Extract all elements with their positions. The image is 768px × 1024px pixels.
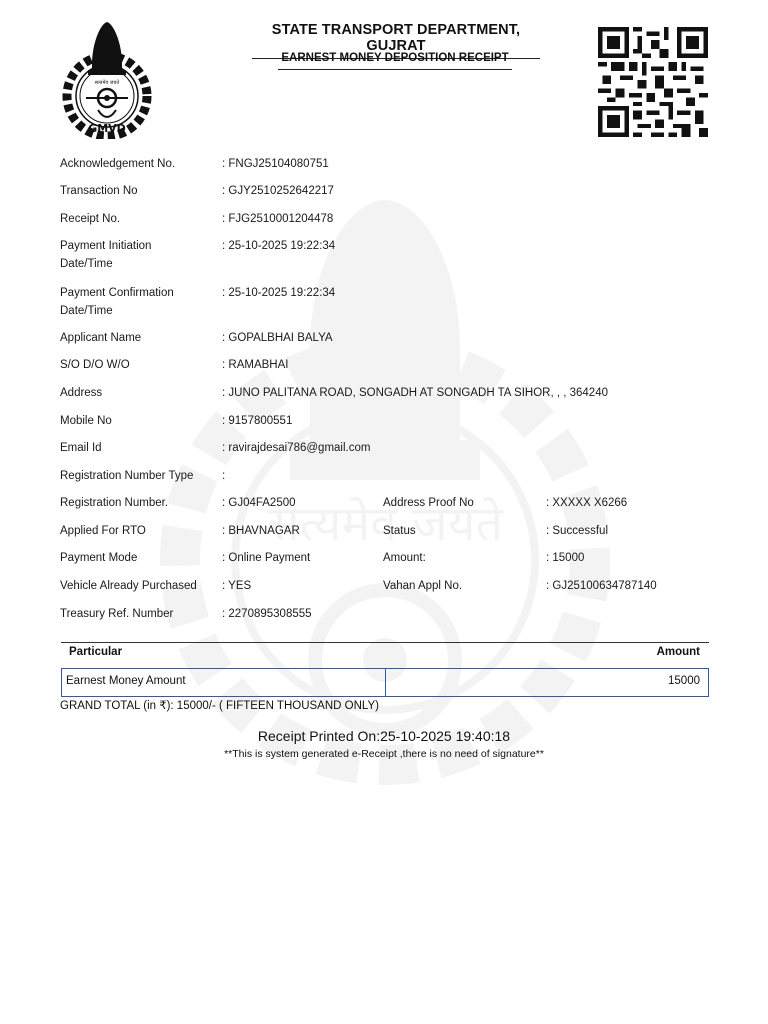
pay-init-value: : 25-10-2025 19:22:34 xyxy=(222,240,336,252)
vehicle-purchased-value: : YES xyxy=(222,580,252,592)
table-cell-particular: Earnest Money Amount xyxy=(62,669,386,696)
pay-conf-label: Payment Confirmation Date/Time xyxy=(60,287,174,317)
address-proof-value: : XXXXX X6266 xyxy=(546,497,628,509)
ack-value: : FNGJ25104080751 xyxy=(222,158,329,170)
table-header-amount: Amount xyxy=(656,646,700,658)
applicant-label: Applicant Name xyxy=(60,332,142,344)
reg-type-value: : xyxy=(222,470,226,482)
payment-mode-value: : Online Payment xyxy=(222,552,311,564)
vehicle-purchased-label: Vehicle Already Purchased xyxy=(60,580,197,592)
receipt-printed-on: Receipt Printed On:25-10-2025 19:40:18 xyxy=(257,728,511,744)
status-value: : Successful xyxy=(546,525,608,537)
relation-value: : RAMABHAI xyxy=(222,359,289,371)
page-subtitle: EARNEST MONEY DEPOSITION RECEIPT xyxy=(278,52,512,70)
ack-label: Acknowledgement No. xyxy=(60,158,176,170)
reg-no-label: Registration Number. xyxy=(60,497,169,509)
pay-conf-value: : 25-10-2025 19:22:34 xyxy=(222,287,336,299)
vahan-label: Vahan Appl No. xyxy=(383,580,463,592)
receipt-value: : FJG2510001204478 xyxy=(222,213,334,225)
pay-init-label: Payment Initiation Date/Time xyxy=(60,240,152,270)
table-header-particular: Particular xyxy=(69,646,123,658)
receipt-label: Receipt No. xyxy=(60,213,121,225)
svg-text:सत्यमेव जयते: सत्यमेव जयते xyxy=(94,80,120,86)
email-value: : ravirajdesai786@gmail.com xyxy=(222,442,371,454)
address-label: Address xyxy=(60,387,103,399)
status-label: Status xyxy=(383,525,416,537)
rto-label: Applied For RTO xyxy=(60,525,146,537)
qr-code xyxy=(598,26,708,138)
txn-value: : GJY2510252642217 xyxy=(222,185,334,197)
table-top-rule xyxy=(61,642,709,643)
relation-label: S/O D/O W/O xyxy=(60,359,130,371)
payment-mode-label: Payment Mode xyxy=(60,552,138,564)
reg-type-label: Registration Number Type xyxy=(60,470,194,482)
mobile-value: : 9157800551 xyxy=(222,415,293,427)
grand-total: GRAND TOTAL (in ₹): 15000/- ( FIFTEEN THOUSAND ONLY) xyxy=(60,700,379,712)
txn-label: Transaction No xyxy=(60,185,138,197)
rto-value: : BHAVNAGAR xyxy=(222,525,300,537)
email-label: Email Id xyxy=(60,442,102,454)
gmvd-logo xyxy=(62,14,152,139)
amount-value: : 15000 xyxy=(546,552,585,564)
reg-no-value: : GJ04FA2500 xyxy=(222,497,296,509)
amount-label: Amount: xyxy=(383,552,426,564)
treasury-value: : 2270895308555 xyxy=(222,608,312,620)
mobile-label: Mobile No xyxy=(60,415,112,427)
page-title: STATE TRANSPORT DEPARTMENT, GUJRAT xyxy=(252,22,540,59)
address-value: : JUNO PALITANA ROAD, SONGADH AT SONGADH TA SIHOR, , , 364240 xyxy=(222,387,608,399)
table-cell-amount: 15000 xyxy=(668,675,700,687)
footer-note: **This is system generated e-Receipt ,there is no need of signature** xyxy=(224,748,544,760)
vahan-value: : GJ25100634787140 xyxy=(546,580,657,592)
svg-text:GMVD: GMVD xyxy=(88,122,126,135)
treasury-label: Treasury Ref. Number xyxy=(60,608,174,620)
address-proof-label: Address Proof No xyxy=(383,497,474,509)
table-row xyxy=(61,668,709,697)
applicant-value: : GOPALBHAI BALYA xyxy=(222,332,333,344)
